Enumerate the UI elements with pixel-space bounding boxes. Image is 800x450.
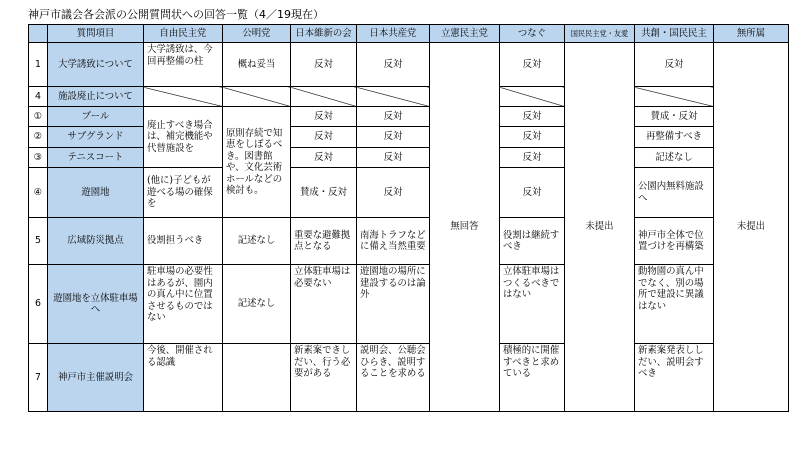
table-row xyxy=(29,148,789,168)
document-title: 神戸市議会各会派の公開質問状への回答一覧（4／19現在） xyxy=(28,8,324,21)
cell-ishin: 重要な避難拠点となる xyxy=(291,218,357,265)
row-number: ④ xyxy=(29,168,48,218)
cell-jimin-merged: 廃止すべき場合は、補完機能や代替施設を xyxy=(144,107,223,168)
question-item: 広域防災拠点 xyxy=(48,218,144,265)
cell-kyosan: 説明会、公聴会ひらき、説明することを求める xyxy=(357,344,430,412)
cell-kyoso: 賛成・反対 xyxy=(635,107,714,127)
cell-tsunagu: 反対 xyxy=(500,168,565,218)
cell-kyoso: 反対 xyxy=(635,43,714,87)
table-row xyxy=(29,127,789,148)
row-number: 6 xyxy=(29,265,48,344)
row-number: ① xyxy=(29,107,48,127)
table-row xyxy=(29,344,789,412)
cell-kyoso: 神戸市全体で位置づけを再構築 xyxy=(635,218,714,265)
row-number: ③ xyxy=(29,148,48,168)
slash-cell xyxy=(500,87,565,107)
question-item: サブグランド xyxy=(48,127,144,148)
cell-kyosan: 反対 xyxy=(357,107,430,127)
header-kyoso: 共創・国民民主 xyxy=(635,25,714,43)
question-item: 大学誘致について xyxy=(48,43,144,87)
cell-kyosan: 反対 xyxy=(357,43,430,87)
cell-kyosan: 遊園地の場所に建設するのは論外 xyxy=(357,265,430,344)
cell-jimin: 大学誘致は、今回再整備の柱 xyxy=(144,43,223,87)
cell-tsunagu: 反対 xyxy=(500,43,565,87)
cell-kyosan: 反対 xyxy=(357,127,430,148)
header-kokumin: 国民民主党・友愛 xyxy=(565,25,635,43)
cell-jimin: 今後、開催される認識 xyxy=(144,344,223,412)
row-number: 1 xyxy=(29,43,48,87)
table-row xyxy=(29,107,789,127)
cell-ishin: 反対 xyxy=(291,127,357,148)
question-item: 神戸市主催説明会 xyxy=(48,344,144,412)
header-mushozoku: 無所属 xyxy=(714,25,789,43)
cell-kokumin-merged: 未提出 xyxy=(565,43,635,412)
cell-ishin: 反対 xyxy=(291,107,357,127)
slash-cell xyxy=(635,87,714,107)
row-number: 5 xyxy=(29,218,48,265)
cell-kyoso: 新素案発表ししだい、説明会すべき xyxy=(635,344,714,412)
cell-kyosan: 反対 xyxy=(357,148,430,168)
cell-mushozoku-merged: 未提出 xyxy=(714,43,789,412)
slash-cell xyxy=(223,87,291,107)
header-tsunagu: つなぐ xyxy=(500,25,565,43)
cell-rikken-merged: 無回答 xyxy=(430,43,500,412)
cell-tsunagu: 積極的に開催すべきと求めている xyxy=(500,344,565,412)
table-row xyxy=(29,168,789,218)
cell-tsunagu: 立体駐車場はつくるべきではない xyxy=(500,265,565,344)
cell-jimin: (他に)子どもが遊べる場の確保を xyxy=(144,168,223,218)
row-number: 7 xyxy=(29,344,48,412)
header-rikken: 立憲民主党 xyxy=(430,25,500,43)
slash-cell xyxy=(144,87,223,107)
header-row xyxy=(29,25,789,43)
header-ishin: 日本維新の会 xyxy=(291,25,357,43)
table-row xyxy=(29,87,789,107)
slash-cell xyxy=(357,87,430,107)
question-item: 遊園地 xyxy=(48,168,144,218)
cell-jimin: 駐車場の必要性はあるが、園内の真ん中に位置させるものではない xyxy=(144,265,223,344)
cell-kyosan: 南海トラフなどに備え当然重要 xyxy=(357,218,430,265)
cell-ishin: 反対 xyxy=(291,148,357,168)
cell-komei: 記述なし xyxy=(223,218,291,265)
header-komei: 公明党 xyxy=(223,25,291,43)
cell-ishin: 新素案できしだい、行う必要がある xyxy=(291,344,357,412)
cell-kyosan: 反対 xyxy=(357,168,430,218)
cell-tsunagu: 反対 xyxy=(500,148,565,168)
header-kyosan: 日本共産党 xyxy=(357,25,430,43)
cell-ishin: 立体駐車場は必要ない xyxy=(291,265,357,344)
row-number: ② xyxy=(29,127,48,148)
response-table xyxy=(28,24,789,412)
table-row xyxy=(29,218,789,265)
cell-komei: 概ね妥当 xyxy=(223,43,291,87)
cell-komei-empty xyxy=(223,344,291,412)
header-jimin: 自由民主党 xyxy=(144,25,223,43)
cell-tsunagu: 反対 xyxy=(500,127,565,148)
question-item: プール xyxy=(48,107,144,127)
cell-komei-merged: 原則存続で知恵をしぼるべき。図書館や、文化芸術ホールなどの検討も。 xyxy=(223,107,291,218)
question-item: テニスコート xyxy=(48,148,144,168)
cell-komei: 記述なし xyxy=(223,265,291,344)
cell-tsunagu: 役割は継続すべき xyxy=(500,218,565,265)
header-item: 質問項目 xyxy=(48,25,144,43)
question-item: 遊園地を立体駐車場へ xyxy=(48,265,144,344)
cell-kyoso: 記述なし xyxy=(635,148,714,168)
slash-cell xyxy=(291,87,357,107)
cell-jimin: 役割担うべき xyxy=(144,218,223,265)
row-number: 4 xyxy=(29,87,48,107)
cell-kyoso: 再整備すべき xyxy=(635,127,714,148)
header-no xyxy=(29,25,48,43)
question-item: 施設廃止について xyxy=(48,87,144,107)
table-row xyxy=(29,43,789,87)
cell-ishin: 賛成・反対 xyxy=(291,168,357,218)
cell-kyoso: 公園内無料施設へ xyxy=(635,168,714,218)
cell-tsunagu: 反対 xyxy=(500,107,565,127)
table-row xyxy=(29,265,789,344)
cell-kyoso: 動物園の真ん中でなく、別の場所で建設に異議はない xyxy=(635,265,714,344)
cell-ishin: 反対 xyxy=(291,43,357,87)
